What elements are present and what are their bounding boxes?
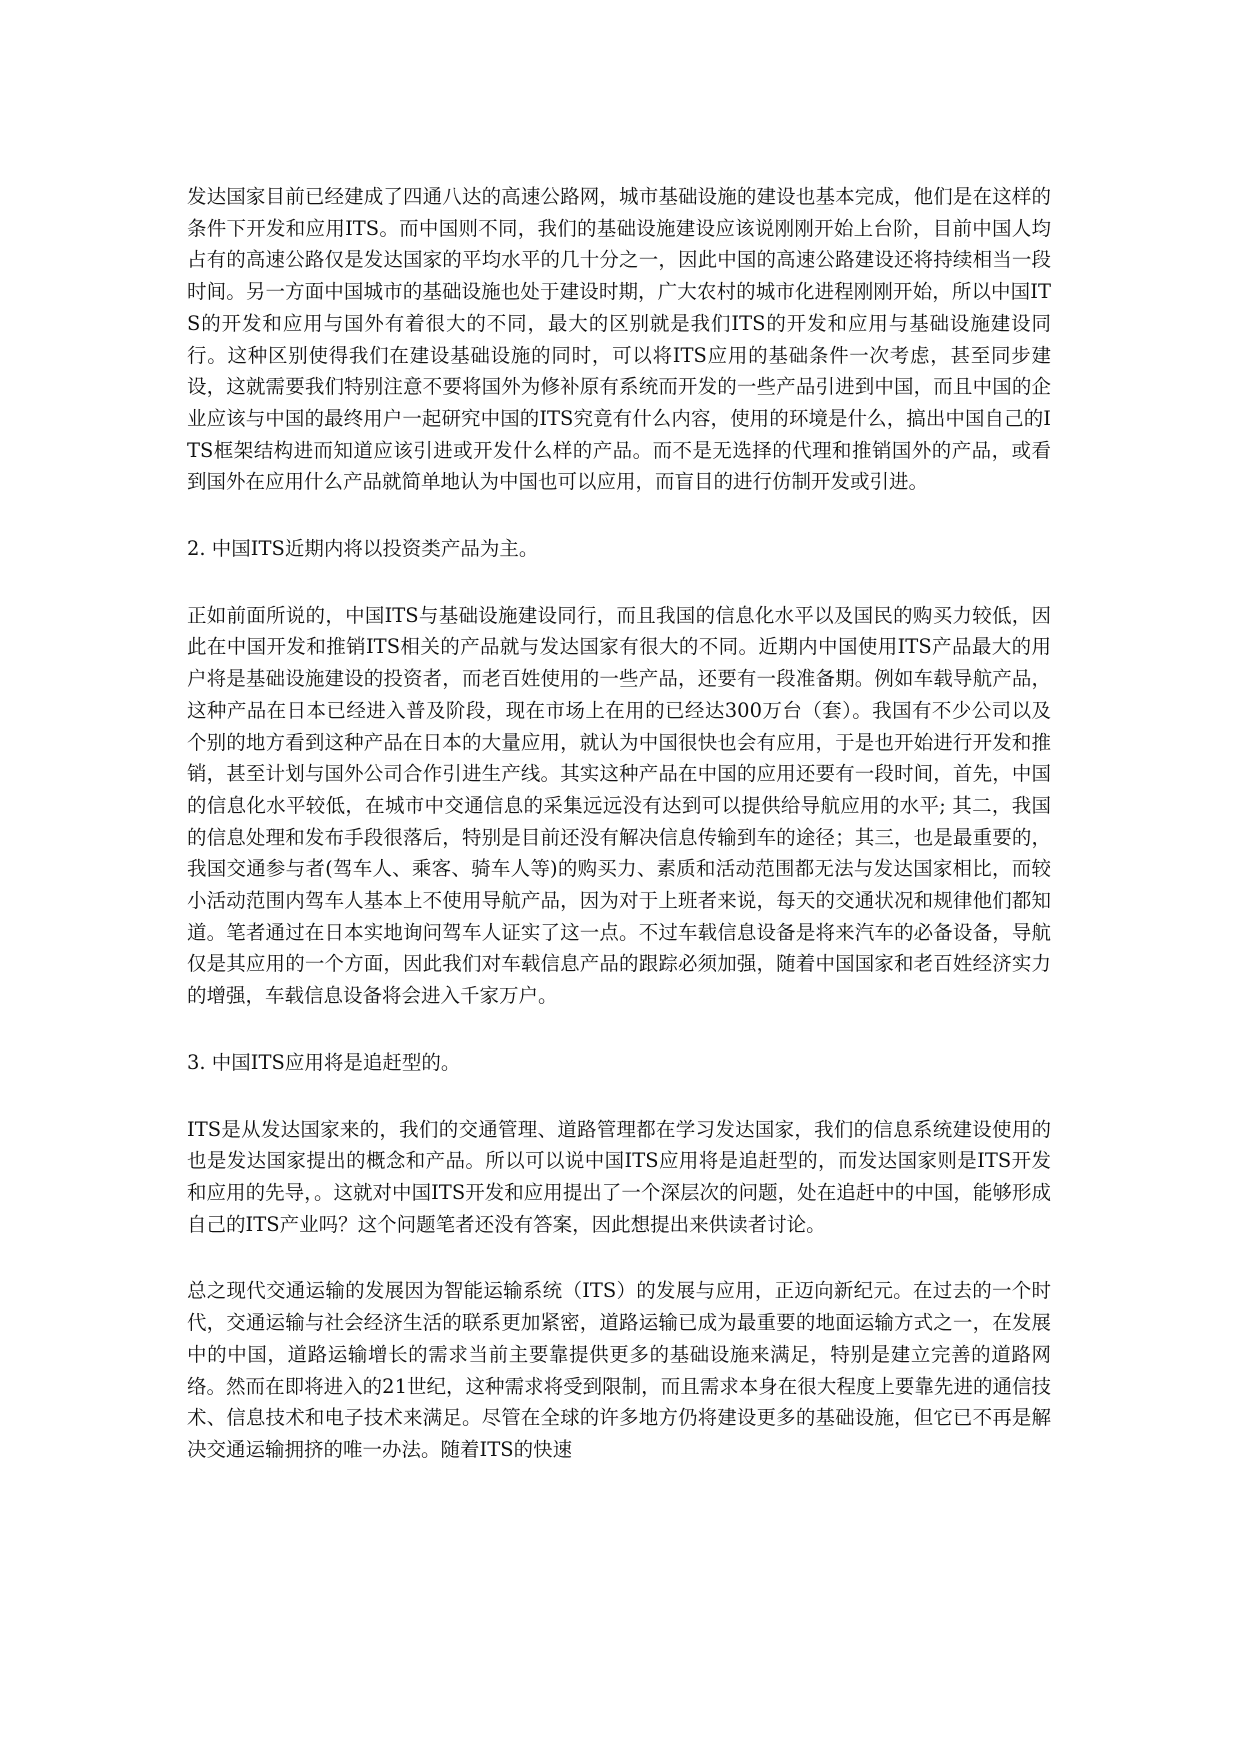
paragraph-gap (187, 1240, 1051, 1275)
paragraph-gap (187, 565, 1051, 600)
document-page (187, 181, 1051, 1466)
paragraph-catch-up: ITS是从发达国家来的，我们的交通管理、道路管理都在学习发达国家，我们的信息系统建设使用的也是发达国家提出的概念和产品。所以可以说中国ITS应用将是追赶型的，而发达国家则是ITS开发和应用的先导，。这就对中国ITS开发和应用提出了一个深层次的问题，处在追赶中的中国，能够形成自己的ITS产业吗？这个问题笔者还没有答案，因此想提出来供读者讨论。 (187, 1117, 1051, 1236)
section-heading-2: 2. 中国ITS近期内将以投资类产品为主。 (187, 537, 539, 561)
paragraph-gap (187, 1079, 1051, 1114)
paragraph-investment-products: 正如前面所说的，中国ITS与基础设施建设同行，而且我国的信息化水平以及国民的购买力较低，因此在中国开发和推销ITS相关的产品就与发达国家有很大的不同。近期内中国使用ITS产品最大的用户将是基础设施建设的投资者，而老百姓使用的一些产品，还要有一段准备期。例如车载导航产品，这种产品在日本已经进入普及阶段，现在市场上在用的已经达300万台（套）。我国有不少公司以及个别的地方看到这种产品在日本的大量应用，就认为中国很快也会有应用，于是也开始进行开发和推销，甚至计划与国外公司合作引进生产线。其实这种产品在中国的应用还要有一段时间，首先，中国的信息化水平较低，在城市中交通信息的采集远远没有达到可以提供给导航应用的水平; 其二，我国的信息处理和发布手段很落后，特别是目前还没有解决信息传输到车的途径；其三，也是最重要的，我国交通参与者(驾车人、乘客、骑车人等)的购买力、素质和活动范围都无法与发达国家相比，而较小活动范围内驾车人基本上不使用导航产品，因为对于上班者来说，每天的交通状况和规律他们都知道。笔者通过在日本实地询问驾车人证实了这一点。不过车载信息设备是将来汽车的必备设备，导航仅是其应用的一个方面，因此我们对车载信息产品的跟踪必须加强，随着中国国家和老百姓经济实力的增强，车载信息设备将会进入千家万户。 (187, 603, 1051, 1008)
paragraph-conclusion: 总之现代交通运输的发展因为智能运输系统（ITS）的发展与应用，正迈向新纪元。在过去的一个时代，交通运输与社会经济生活的联系更加紧密，道路运输已成为最重要的地面运输方式之一，在发展中的中国，道路运输增长的需求当前主要靠提供更多的基础设施来满足，特别是建立完善的道路网络。然而在即将进入的21世纪，这种需求将受到限制，而且需求本身在很大程度上要靠先进的通信技术、信息技术和电子技术来满足。尽管在全球的许多地方仍将建设更多的基础设施，但它已不再是解决交通运输拥挤的唯一办法。随着ITS的快速 (187, 1279, 1051, 1461)
section-heading-3: 3. 中国ITS应用将是追赶型的。 (187, 1050, 461, 1074)
paragraph-infrastructure: 发达国家目前已经建成了四通八达的高速公路网，城市基础设施的建设也基本完成，他们是在这样的条件下开发和应用ITS。而中国则不同，我们的基础设施建设应该说刚刚开始上台阶，目前中国人均占有的高速公路仅是发达国家的平均水平的几十分之一，因此中国的高速公路建设还将持续相当一段时间。另一方面中国城市的基础设施也处于建设时期，广大农村的城市化进程刚刚开始，所以中国ITS的开发和应用与国外有着很大的不同，最大的区别就是我们ITS的开发和应用与基础设施建设同行。这种区别使得我们在建设基础设施的同时，可以将ITS应用的基础条件一次考虑，甚至同步建设，这就需要我们特别注意不要将国外为修补原有系统而开发的一些产品引进到中国，而且中国的企业应该与中国的最终用户一起研究中国的ITS究竟有什么内容，使用的环境是什么，搞出中国自己的ITS框架结构进而知道应该引进或开发什么样的产品。而不是无选择的代理和推销国外的产品，或看到国外在应用什么产品就简单地认为中国也可以应用，而盲目的进行仿制开发或引进。 (187, 185, 1051, 494)
paragraph-gap (187, 498, 1051, 533)
paragraph-gap (187, 1012, 1051, 1047)
